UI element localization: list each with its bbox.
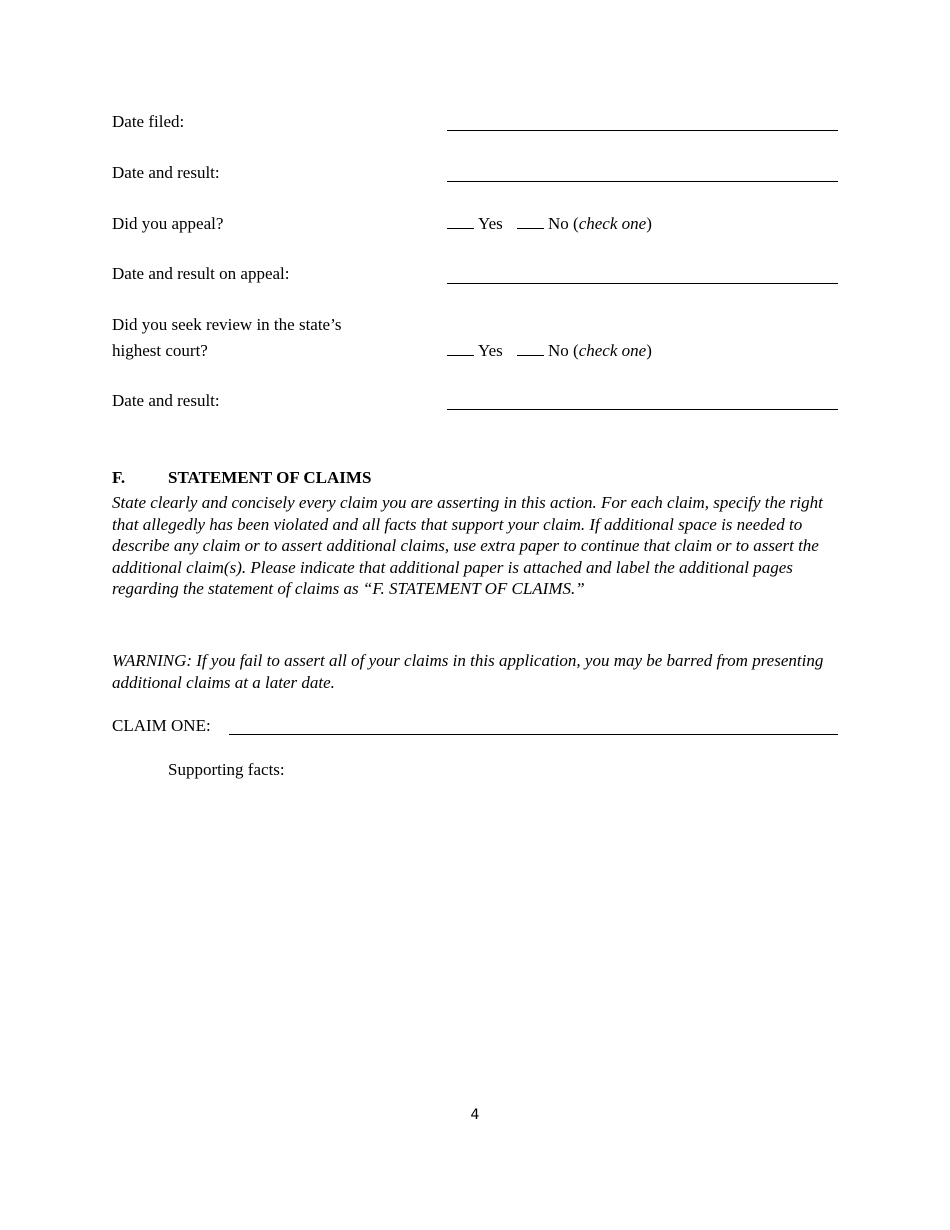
page-number: 4 [470,1107,480,1123]
date-and-result-2-label: Date and result: [112,391,220,410]
section-title: STATEMENT OF CLAIMS [168,468,372,487]
date-and-result-field[interactable] [447,181,838,182]
appeal-close-paren: ) [646,214,652,233]
section-instructions: State clearly and concisely every claim you are asserting in this action. For each claim, specify the right that allegedly has been violated and all facts that support your claim. If additional space is needed to describe any claim or to assert additional claims, use extra paper to continue that claim or to assert the additional claim(s). Please indicate that additional paper is attached and label the additional pages regarding the statement of claims as “F. STATEMENT OF CLAIMS.” [112,493,823,598]
review-yes-label: Yes [478,341,503,360]
review-check-one-note: check one [578,341,647,360]
appeal-no-label: No ( [548,214,579,233]
appeal-check-one-note: check one [578,214,647,233]
appeal-yes-label: Yes [478,214,503,233]
appeal-choice [447,214,652,234]
section-warning: WARNING: If you fail to assert all of your claims in this application, you may be barred from presenting additional claims at a later date. [112,651,824,692]
did-you-appeal-label: Did you appeal? [112,214,224,233]
date-filed-field[interactable] [447,130,838,131]
appeal-no-blank[interactable] [517,228,544,229]
seek-review-label-line2: highest court? [112,341,208,360]
review-choice [447,341,652,361]
date-and-result-label: Date and result: [112,163,220,182]
claim-one-field[interactable] [229,734,838,735]
review-no-label: No ( [548,341,579,360]
date-result-appeal-label: Date and result on appeal: [112,264,290,283]
date-result-appeal-field[interactable] [447,283,838,284]
section-letter: F. [112,468,126,487]
review-yes-blank[interactable] [447,355,474,356]
claim-one-label: CLAIM ONE: [112,716,211,735]
supporting-facts-label: Supporting facts: [168,760,285,779]
appeal-yes-blank[interactable] [447,228,474,229]
seek-review-label-line1: Did you seek review in the state’s [112,315,342,334]
review-no-blank[interactable] [517,355,544,356]
date-and-result-2-field[interactable] [447,409,838,410]
date-filed-label: Date filed: [112,112,185,131]
review-close-paren: ) [646,341,652,360]
